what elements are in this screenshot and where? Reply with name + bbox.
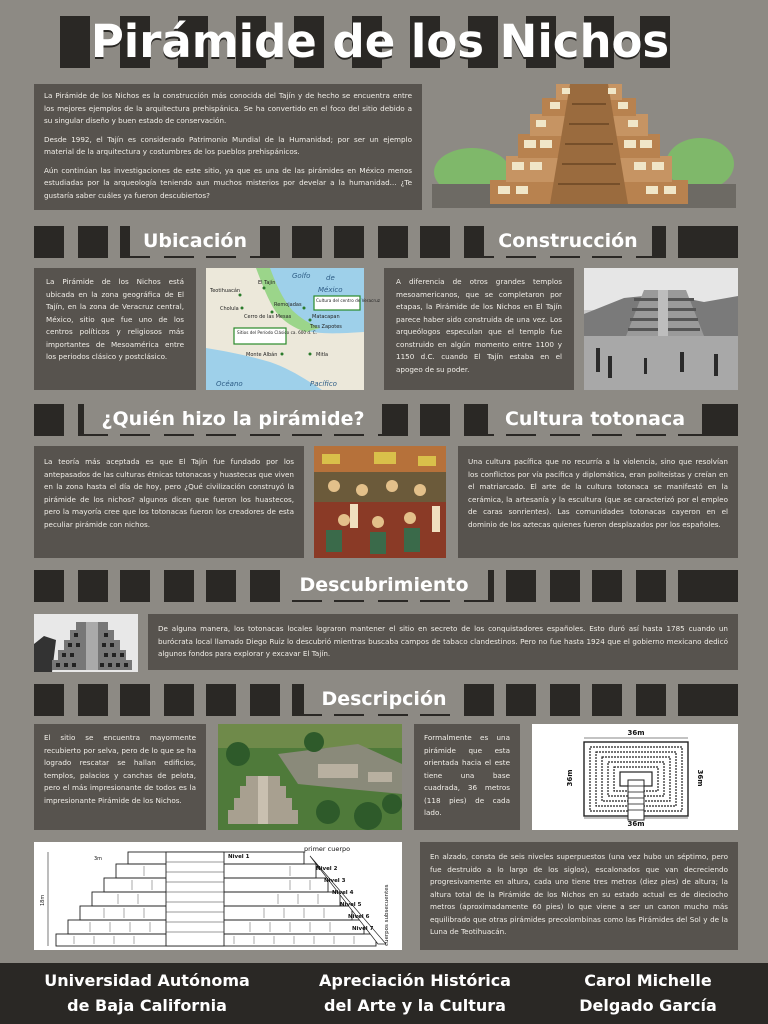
plan-bottom-label: 36m <box>627 820 645 828</box>
discovery-photo <box>34 614 138 672</box>
elevation-drawing <box>34 842 402 950</box>
descubrimiento-text: De alguna manera, los totonacas locales lograron mantener el sitio en secreto de los conquistadores españoles. Esto duró así hasta 1785 cuando un burócrata local llamado Diego Ruiz lo descubrió mientras buscaba campos de tabaco clandestinos. Pero no fue hasta 1924 que el gobierno mexicano dedicó algunos fondos para explorar y excavar El Tajín. <box>148 614 738 670</box>
map-el-tajin: El Tajín <box>258 280 276 286</box>
cultura-text: Una cultura pacífica que no recurría a la violencia, sino que resolvían los conflictos por vía pacífica y diplomática, eran politeístas y creían en el matriarcado. El arte de la cultura totonaca se manifestó en la cerámica, la artesanía y la escultura (que se caracterizó por el empleo de caras sonrientes). Las comunidades totonacas cayeron en el dominio de los aztecas quienes fueron desplazados por los españoles. <box>458 446 738 558</box>
quien-text: La teoría más aceptada es que El Tajín fue fundado por los antepasados de las culturas étnicas totonacas y huastecas que viven en la zona hasta el día de hoy, pero ¿Qué civilización construyó la pirámide de los nichos? algunos dicen que fueron los huastecos, pero la mayoría cree que los totonacas fueron los creadores de esta peculiar pirámide con nichos. <box>34 446 304 558</box>
map-mexico: México <box>318 286 343 294</box>
strip-1 <box>0 226 768 258</box>
map-de: de <box>326 274 335 282</box>
elevation-nivel-1: Nivel 1 <box>228 854 250 860</box>
map-teotihuacan: Teotihuacán <box>210 288 241 294</box>
footer-university: Universidad Autónoma de Baja California <box>44 971 250 1015</box>
elevation-nivel-3: Nivel 3 <box>324 878 346 884</box>
map-cerro: Cerro de las Mesas <box>244 314 292 320</box>
footer-author: Carol Michelle Delgado García <box>579 971 717 1015</box>
intro-paragraph-1: La Pirámide de los Nichos es la construcción más conocida del Tajín y de hecho se encuentra entre los mejores ejemplos de la arquitectura prehispánica. Se ha convertido en el foco del sitio debido a su singular diseño y buen estado de conservación. <box>44 91 412 125</box>
intro-paragraph-3: Aún continúan las investigaciones de este sitio, ya que es una de las pirámides en México menos estudiadas por la arqueología teniendo aun muchos misterios por develar a la humanidad... ¿Te gustaría saber cuáles ya fueron descubiertos? <box>44 165 412 200</box>
map-oceano: Océano <box>216 380 243 388</box>
mural-painting <box>314 446 446 558</box>
page-title: Pirámide de los Nichos <box>90 15 670 68</box>
map-remojadas: Remojadas <box>274 302 302 308</box>
intro-box <box>34 84 422 210</box>
plan-top-label: 36m <box>627 729 645 737</box>
descripcion-text-2: Formalmente es una pirámide que esta orientada hacia el este tiene una base cuadrada, 36 metros (118 pies) de cada lado. <box>414 724 520 830</box>
elevation-nivel-7: Nivel 7 <box>352 926 374 932</box>
map-tres-zapotes: Tres Zapotes <box>310 324 342 330</box>
elevation-nivel-4: Nivel 4 <box>332 890 354 896</box>
intro-paragraph-2: Desde 1992, el Tajín es considerado Patrimonio Mundial de la Humanidad; por ser un ejemplo material de la arquitectura y costumbres de los pueblos prehispánicos. <box>44 134 412 156</box>
plan-right-label: 36m <box>696 769 704 787</box>
heading-descubrimiento: Descubrimiento <box>280 570 488 600</box>
elevation-dim-18m: 18m <box>40 894 46 906</box>
pyramid-illustration <box>432 84 736 208</box>
heading-construccion: Construcción <box>484 226 652 256</box>
heading-cultura: Cultura totonaca <box>488 404 702 434</box>
map-cholula: Cholula <box>220 306 239 312</box>
heading-ubicacion: Ubicación <box>130 226 260 256</box>
elevation-nivel-2: Nivel 2 <box>316 866 338 872</box>
plan-left-label: 36m <box>566 769 574 787</box>
map-mitla: Mitla <box>316 352 329 358</box>
descripcion-text-3: En alzado, consta de seis niveles superpuestos (una vez hubo un séptimo, pero fue destruido a lo largo de los siglos), escalonados que van decreciendo progresivamente en altura, cada uno tiene tres metros (diez pies) de altura; la altura total de la Pirámide de los Nichos en su estado actual es de dieciocho metros (aproximadamente 60 pies) lo que viene a ser un canon mucho más equilibrado que otras pirámides precolombinas como las Pirámides del Sol y de la Luna de Teotihuacán. <box>420 842 738 950</box>
ubicacion-text: La Pirámide de los Nichos está ubicada en la zona geográfica de El Tajín, en la zona de Veracruz central, México, sitio que fue uno de los centros políticos y religiosos más importantes de Mesoamérica entre los periodos clásico y postclásico. <box>34 268 196 390</box>
elevation-primer-cuerpo: primer cuerpo <box>304 845 351 853</box>
descripcion-text-1: El sitio se encuentra mayormente recubierto por selva, pero de lo que se ha logrado rescatar se hallan edificios, templos, palacios y canchas de pelota, pero el más impresionante de todos es la impresionante Pirámide de los Nichos. <box>34 724 206 830</box>
construction-photo <box>584 268 738 390</box>
aerial-photo <box>218 724 402 830</box>
elevation-nivel-6: Nivel 6 <box>348 914 370 920</box>
floor-plan <box>532 724 738 830</box>
elevation-nivel-5: Nivel 5 <box>340 902 362 908</box>
location-map <box>206 268 380 390</box>
construccion-text: A diferencia de otros grandes templos mesoamericanos, que se completaron por etapas, la Pirámide de los Nichos en El Tajín parece haber sido construida de una vez. Los arqueólogos especulan que el templo fue construido en algún momento entre 1100 y 1150 d.C. cuando El Tajín estaba en el apogeo de su poder. <box>384 268 574 390</box>
map-golfo: Golfo <box>292 272 311 280</box>
heading-descripcion: Descripción <box>304 684 464 714</box>
footer <box>0 963 768 1024</box>
elevation-cuerpos: cuerpos subsecuentes <box>384 884 390 946</box>
map-matacapan: Matacapan <box>312 314 340 320</box>
footer-course: Apreciación Histórica del Arte y la Cultura <box>319 971 511 1015</box>
elevation-dim-3m: 3m <box>94 856 103 862</box>
map-monte-alban: Monte Albán <box>246 352 278 358</box>
map-pacifico: Pacífico <box>310 380 337 388</box>
heading-quien: ¿Quién hizo la pirámide? <box>84 404 382 434</box>
map-legend-1: Sitios del Período Clásico ca. 600 d. C. <box>237 330 318 335</box>
map-legend-2: Cultura del centro de Veracruz <box>316 298 380 303</box>
